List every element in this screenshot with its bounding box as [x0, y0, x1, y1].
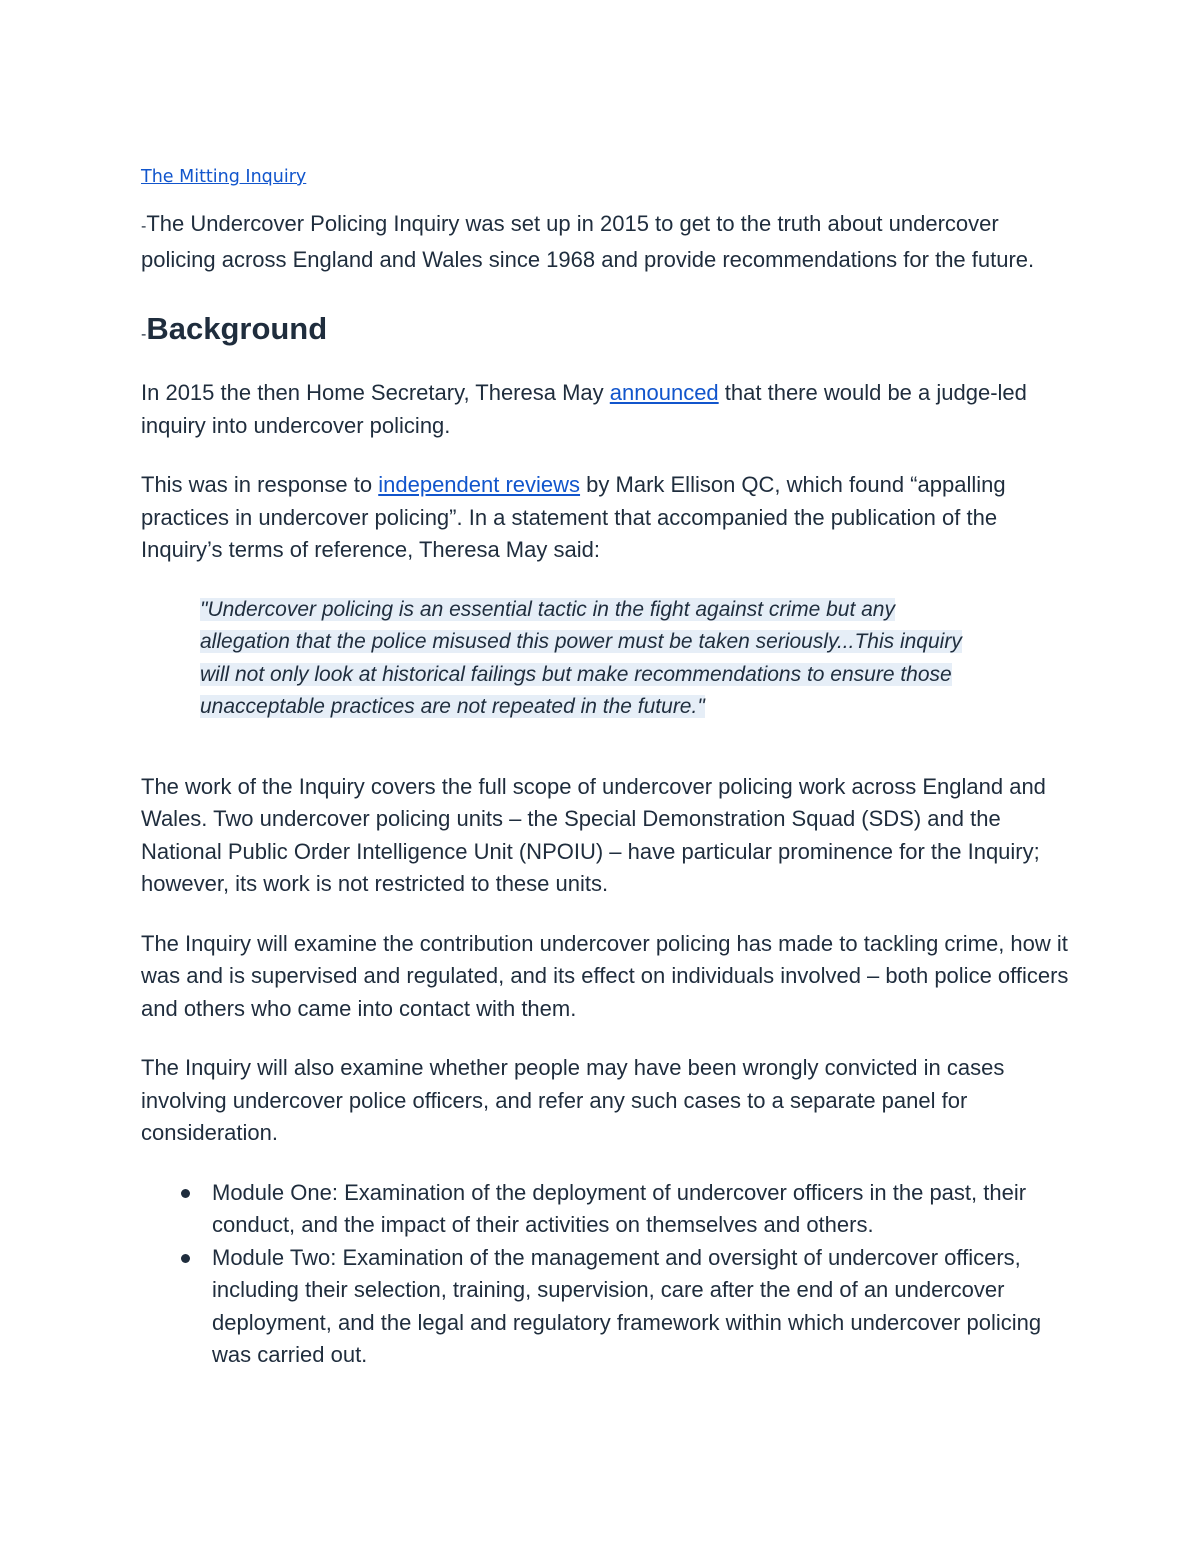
background-heading: [141, 309, 1071, 355]
independent-reviews-link[interactable]: independent reviews: [378, 472, 581, 497]
background-paragraph-3: The work of the Inquiry covers the full scope of undercover policing work across England and Wales. Two undercover policing units – the Special Demonstration Squad (SDS) and the National Public Order Intelligence Unit (NPOIU) – have particular prominence for the Inquiry; however, its work is not restricted to these units.: [141, 773, 1046, 896]
quote-text: "Undercover policing is an essential tactic in the fight against crime but any allegation that the police misused this power must be taken seriously...This inquiry will not only look at historical failings but make recommendations to ensure those unacceptable practices are not repeated in the future.": [200, 597, 962, 718]
list-item-module-one: [177, 1177, 1071, 1242]
background-paragraph-4: The Inquiry will examine the contribution undercover policing has made to tackling crime, how it was and is supervised and regulated, and its effect on individuals involved – both police officers and others who came into contact with them.: [141, 930, 1069, 1021]
background-paragraph-5: The Inquiry will also examine whether people may have been wrongly convicted in cases involving undercover police officers, and refer any such cases to a separate panel for consideration.: [141, 1055, 1005, 1145]
background-paragraph-1: [141, 377, 1071, 442]
heading-dash: -: [141, 326, 147, 343]
module-one-text: Module One: Examination of the deployment of undercover officers in the past, their conduct, and the impact of their activities on themselves and others.: [212, 1179, 1027, 1237]
module-two-text: Module Two: Examination of the management and oversight of undercover officers, including their selection, training, supervision, care after the end of an undercover deployment, and the legal and regulatory framework within which undercover policing was carried out.: [212, 1244, 1042, 1367]
theresa-may-quote: [200, 594, 990, 724]
background-paragraph-2: [141, 469, 1071, 567]
bullet-icon: [181, 1254, 190, 1263]
intro-dash: -: [141, 218, 147, 235]
list-item-module-two: [177, 1242, 1071, 1372]
p2-text-before: This was in response to: [141, 472, 379, 497]
mitting-inquiry-link[interactable]: The Mitting Inquiry: [141, 167, 307, 187]
p1-text-after: that there would be a judge-led inquiry into undercover policing.: [141, 380, 1027, 438]
bullet-icon: [181, 1189, 190, 1198]
document-page: [141, 164, 1071, 1372]
p1-text-before: In 2015 the then Home Secretary, Theresa May: [141, 380, 610, 405]
heading-text: Background: [146, 311, 328, 346]
p2-text-after: by Mark Ellison QC, which found “appalling practices in undercover policing”. In a statement that accompanied the publication of the Inquiry’s terms of reference, Theresa May said:: [141, 472, 1006, 562]
intro-text: The Undercover Policing Inquiry was set up in 2015 to get to the truth about undercover policing across England and Wales since 1968 and provide recommendations for the future.: [141, 211, 1035, 272]
modules-list: [141, 1177, 1071, 1372]
intro-paragraph: [141, 208, 1071, 276]
announced-link[interactable]: announced: [609, 380, 719, 405]
